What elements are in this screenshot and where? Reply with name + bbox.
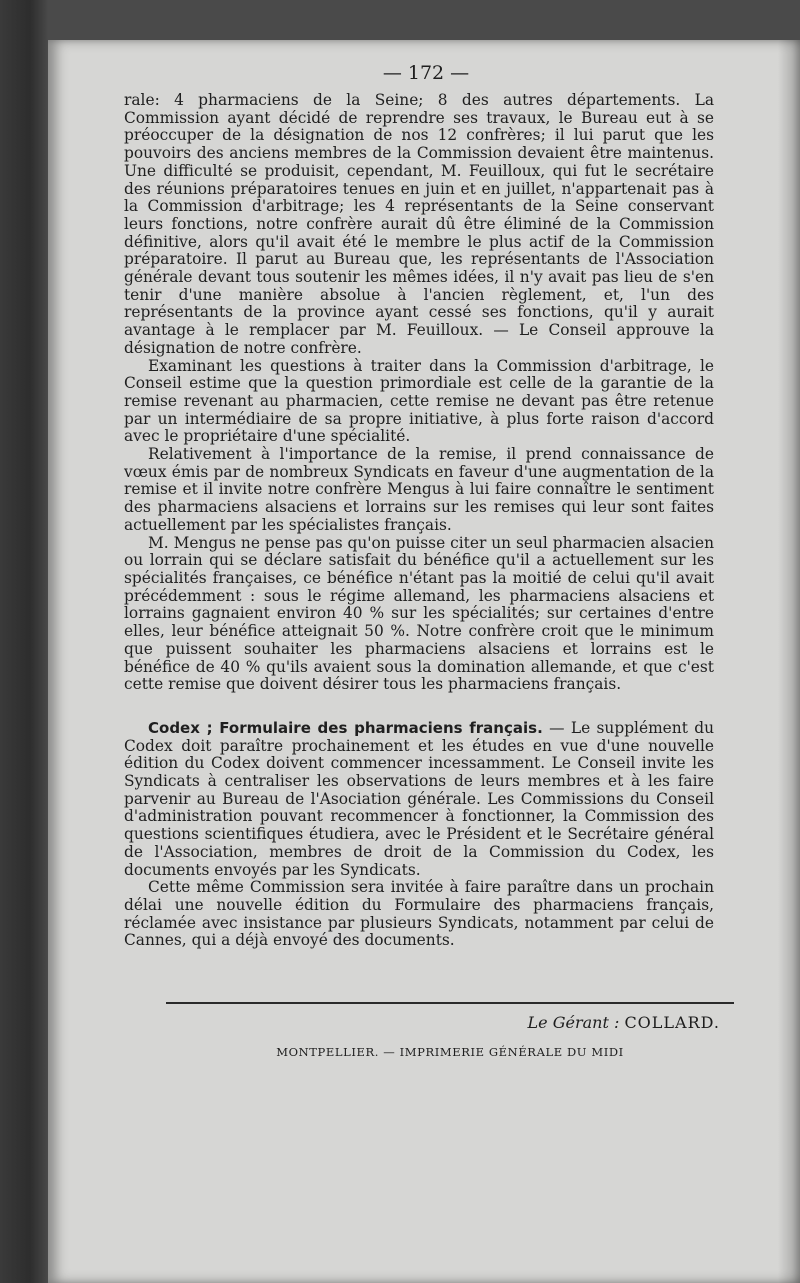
section-title: Codex ; Formulaire des pharmaciens français. — [148, 718, 543, 737]
paragraph-4: M. Mengus ne pense pas qu'on puisse citer un seul pharmacien alsacien ou lorrain qui se déclare satisfait du bénéfice qu'il a actuellement sur les spécialités françaises, ce bénéfice n'étant pas la moitié de celui qu'il avait précédemment : sous le régime allemand, les pharmaciens alsaciens et lorrains gagnaient environ 40 % sur les spécialités; sur certaines d'entre elles, leur bénéfice atteignait 50 %. Notre confrère croit que le minimum que puissent souhaiter les pharmaciens alsaciens et lorrains est le bénéfice de 40 % qu'ils avaient sous la domination allemande, et que c'est cette remise que doivent désirer tous les pharmaciens français. — [124, 533, 714, 694]
codex-text: — Le supplément du Codex doit paraître prochainement et les études en vue d'une nouvelle édition du Codex doivent commencer incessamment. Le Conseil invite les Syndicats à centraliser les observations de leurs membres et à les faire parvenir au Bureau de l'Asociation générale. Les Commissions du Conseil d'administration pouvant recommencer à fonctionner, la Commission des questions scientifiques étudiera, avec le Président et le Secrétaire général de l'Association, membres de droit de la Commission du Codex, les documents envoyés par les Syndicats. — [124, 718, 714, 879]
signature-role: Le Gérant : — [527, 1013, 625, 1032]
page-edge-shadow — [778, 40, 800, 1283]
signature-name: COLLARD. — [624, 1013, 720, 1032]
codex-paragraph — [124, 720, 714, 879]
printer-imprint: MONTPELLIER. — IMPRIMERIE GÉNÉRALE DU MIDI — [276, 1045, 624, 1059]
body-text — [124, 92, 714, 950]
paragraph-1: rale: 4 pharmaciens de la Seine; 8 des autres départements. La Commission ayant décidé de reprendre ses travaux, le Bureau eut à se préoccuper de la désignation de nos 12 confrères; il lui parut que les pouvoirs des anciens membres de la Commission devaient être maintenus. Une difficulté se produisit, cependant, M. Feuilloux, qui fut le secrétaire des réunions préparatoires tenues en juin et en juillet, n'appartenait pas à la Commission d'arbitrage; les 4 représentants de la Seine conservant leurs fonctions, notre confrère aurait dû être éliminé de la Commission définitive, alors qu'il avait été le membre le plus actif de la Commission préparatoire. Il parut au Bureau que, les représentants de l'Association générale devant tous soutenir les mêmes idées, il n'y avait pas lieu de s'en tenir d'une manière absolue à l'ancien règlement, et, l'un des représentants de la province ayant cessé ses fonctions, qu'il y aurait avantage à le remplacer par M. Feuilloux. — Le Conseil approuve la désignation de notre confrère. — [124, 91, 714, 357]
paragraph-2: Examinant les questions à traiter dans la Commission d'arbitrage, le Conseil estime que la question primordiale est celle de la garantie de la remise revenant au pharmacien, cette remise ne devant pas être retenue par un intermédiaire de sa propre initiative, à plus forte raison d'accord avec le propriétaire d'une spécialité. — [124, 356, 714, 446]
section-gap — [124, 694, 714, 720]
paragraph-3: Relativement à l'importance de la remise, il prend connaissance de vœux émis par de nombreux Syndicats en faveur d'une augmentation de la remise et il invite notre confrère Mengus à lui faire connaître le sentiment des pharmaciens alsaciens et lorrains sur les remises qui leur sont faites actuellement par les spécialistes français. — [124, 445, 714, 534]
signature-line — [420, 1013, 720, 1032]
horizontal-rule — [166, 1002, 734, 1004]
page-number: — 172 — — [382, 62, 470, 84]
codex-paragraph-2: Cette même Commission sera invitée à faire paraître dans un prochain délai une nouvelle édition du Formulaire des pharmaciens français, réclamée avec insistance par plusieurs Syndicats, notamment par celui de Cannes, qui a déjà envoyé des documents. — [124, 878, 714, 950]
